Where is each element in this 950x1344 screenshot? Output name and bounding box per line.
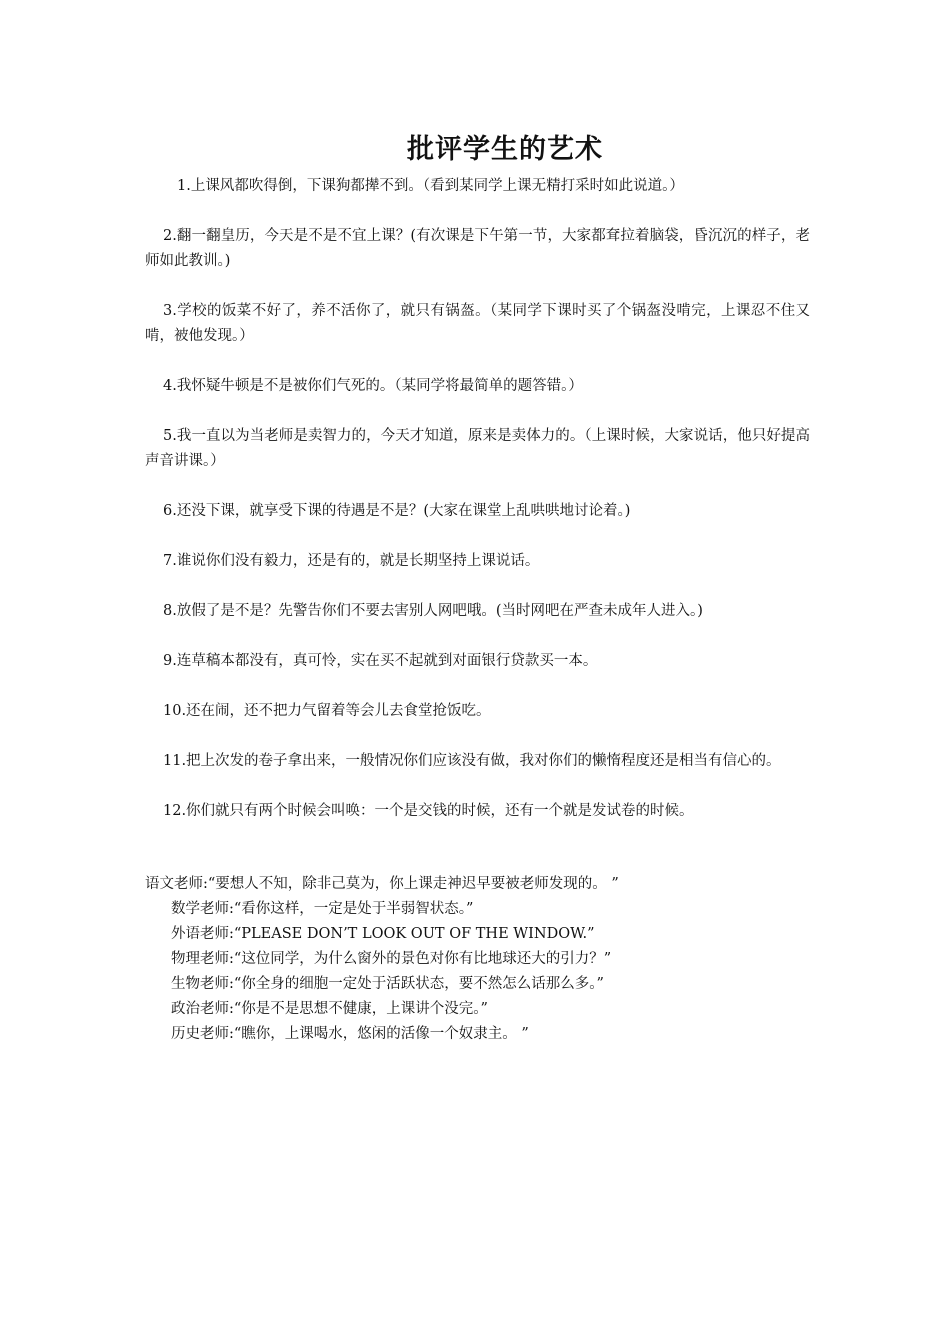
- list-item: 4.我怀疑牛顿是不是被你们气死的。（某同学将最简单的题答错。）: [163, 378, 583, 394]
- list-item: 10.还在闹，还不把力气留着等会儿去食堂抢饭吃。: [163, 703, 491, 719]
- paragraph-gap: [145, 349, 810, 374]
- paragraph-gap: [145, 624, 810, 649]
- paragraph-gap: [145, 199, 810, 224]
- list-item: 7.谁说你们没有毅力，还是有的，就是长期坚持上课说话。: [163, 553, 540, 569]
- document-title: 批评学生的艺术: [407, 134, 603, 165]
- list-item: 2.翻一翻皇历，今天是不是不宜上课？(有次课是下午第一节，大家都耷拉着脑袋，昏沉沉的样子，老师如此教训。): [145, 228, 810, 269]
- paragraph-gap: [145, 524, 810, 549]
- teacher-quote-biology: 生物老师:“你全身的细胞一定处于活跃状态，要不然怎么话那么多。”: [171, 976, 604, 992]
- paragraph-gap: [145, 724, 810, 749]
- paragraph-gap: [145, 399, 810, 424]
- paragraph-gap: [145, 274, 810, 299]
- teacher-quote-physics: 物理老师:“这位同学，为什么窗外的景色对你有比地球还大的引力？”: [171, 951, 612, 967]
- list-item: 1.上课风都吹得倒，下课狗都撵不到。（看到某同学上课无精打采时如此说道。）: [177, 178, 684, 194]
- teacher-quote-math: 数学老师:“看你这样，一定是处于半弱智状态。”: [171, 901, 474, 917]
- teacher-quote-politics: 政治老师:“你是不是思想不健康，上课讲个没完。”: [171, 1001, 488, 1017]
- list-item: 8.放假了是不是？先警告你们不要去害别人网吧哦。(当时网吧在严查未成年人进入。): [163, 603, 703, 619]
- paragraph-gap: [145, 574, 810, 599]
- section-gap: [145, 824, 810, 872]
- paragraph-gap: [145, 474, 810, 499]
- paragraph-gap: [145, 674, 810, 699]
- list-item: 9.连草稿本都没有，真可怜，实在买不起就到对面银行贷款买一本。: [163, 653, 598, 669]
- list-item: 3.学校的饭菜不好了，养不活你了，就只有锅盔。（某同学下课时买了个锅盔没啃完，上课忍不住又啃，被他发现。）: [145, 303, 810, 344]
- paragraph-gap: [145, 774, 810, 799]
- document-body: [145, 174, 810, 1047]
- list-item: 5.我一直以为当老师是卖智力的，今天才知道，原来是卖体力的。（上课时候，大家说话，他只好提高声音讲课。）: [145, 428, 810, 469]
- teacher-quote-history: 历史老师:“瞧你，上课喝水，悠闲的活像一个奴隶主。 ”: [171, 1026, 529, 1042]
- list-item: 12.你们就只有两个时候会叫唤：一个是交钱的时候，还有一个就是发试卷的时候。: [163, 803, 694, 819]
- teacher-quote-english: 外语老师:“PLEASE DON’T LOOK OUT OF THE WINDOW.”: [171, 926, 595, 942]
- teacher-quote-chinese: 语文老师:“要想人不知，除非己莫为，你上课走神迟早要被老师发现的。 ”: [145, 876, 619, 892]
- list-item: 6.还没下课，就享受下课的待遇是不是？(大家在课堂上乱哄哄地讨论着。): [163, 503, 631, 519]
- list-item: 11.把上次发的卷子拿出来，一般情况你们应该没有做，我对你们的懒惰程度还是相当有信心的。: [163, 753, 781, 769]
